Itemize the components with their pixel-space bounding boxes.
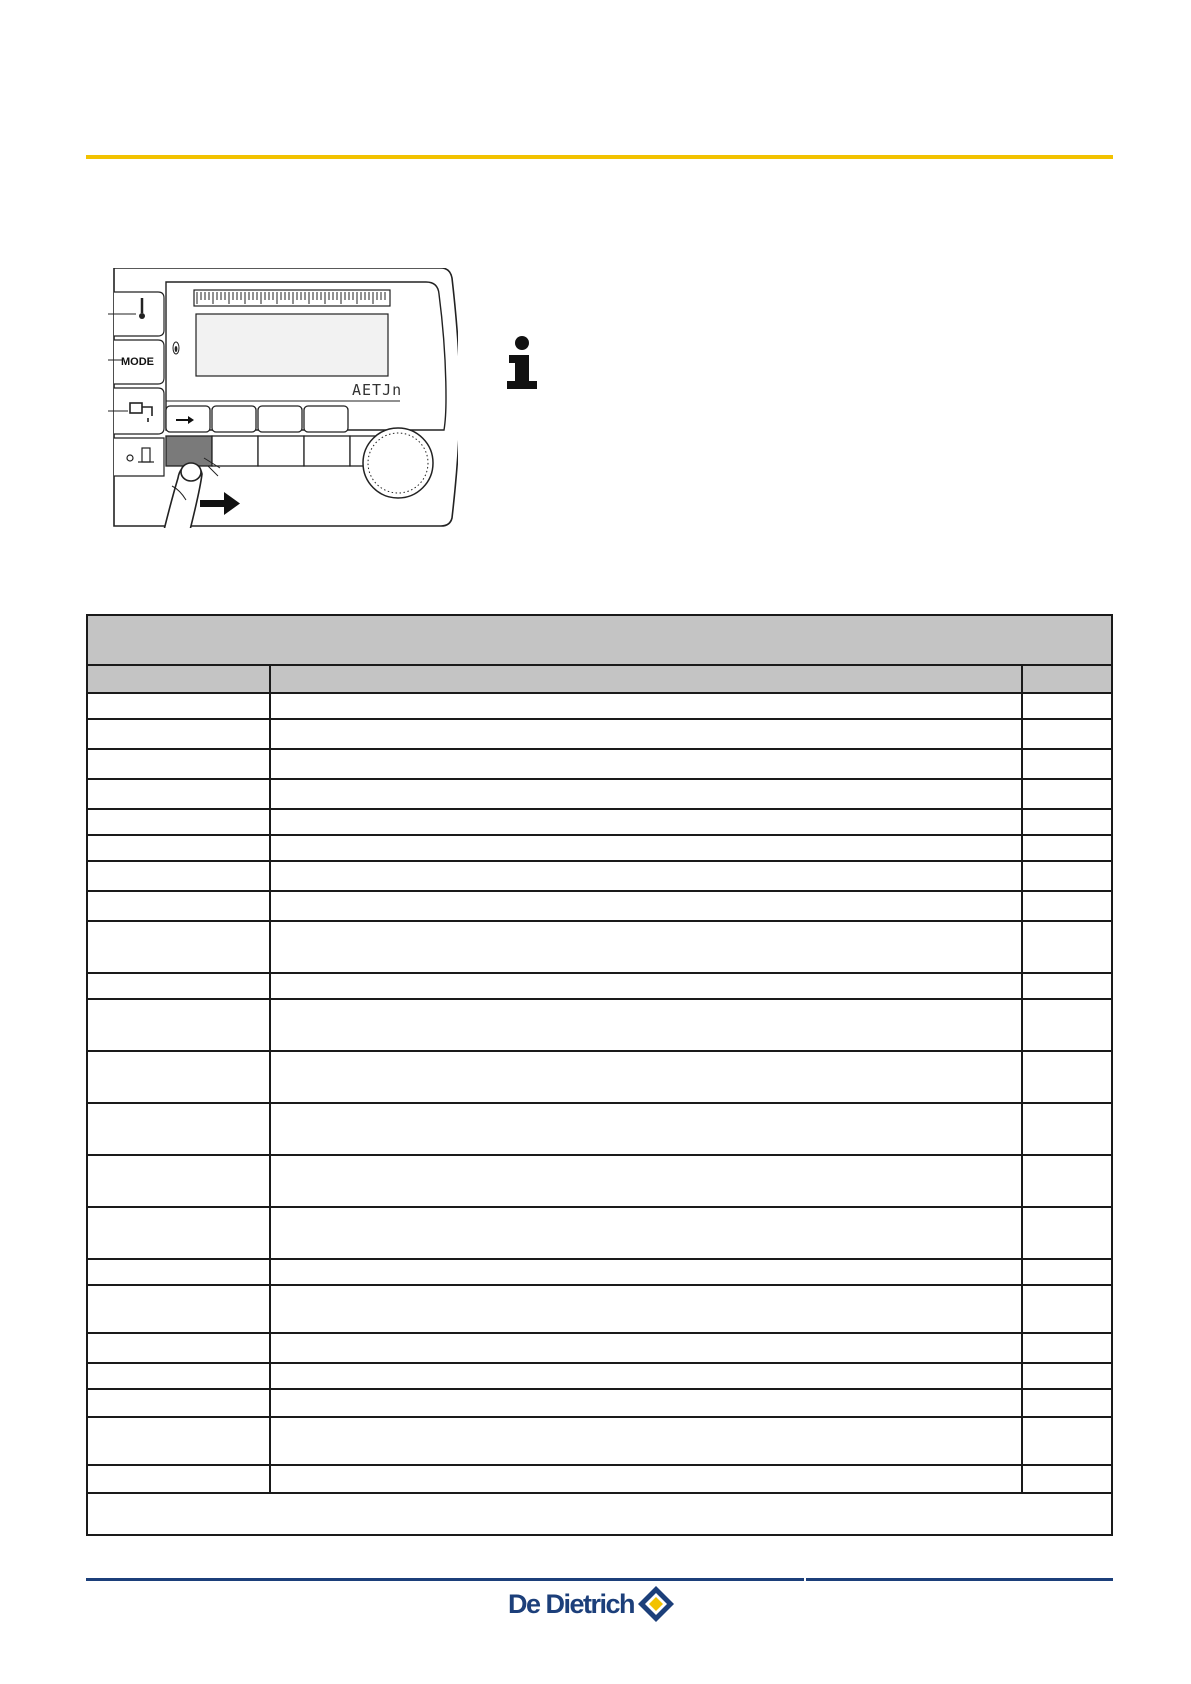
table-cell xyxy=(1023,974,1111,998)
table-cell xyxy=(1023,810,1111,834)
key-4[interactable] xyxy=(304,436,350,466)
table-cell xyxy=(88,974,271,998)
table-cell xyxy=(1023,1334,1111,1362)
table-cell xyxy=(271,1286,1023,1332)
table-body xyxy=(88,694,1111,1494)
table-cell xyxy=(1023,1208,1111,1258)
table-cell xyxy=(88,836,271,860)
table-cell xyxy=(1023,1466,1111,1492)
table-cell xyxy=(271,810,1023,834)
table-cell xyxy=(271,750,1023,778)
table-cell xyxy=(271,974,1023,998)
table-row xyxy=(88,1052,1111,1104)
table-row xyxy=(88,1364,1111,1390)
table-cell xyxy=(88,780,271,808)
table-cell xyxy=(88,720,271,748)
table-cell xyxy=(1023,720,1111,748)
pressed-key[interactable] xyxy=(166,436,212,466)
table-cell xyxy=(271,836,1023,860)
table-cell xyxy=(271,1156,1023,1206)
table-row xyxy=(88,1000,1111,1052)
table-row xyxy=(88,694,1111,720)
table-cell xyxy=(1023,1104,1111,1154)
table-cell xyxy=(271,1390,1023,1416)
table-cell xyxy=(88,1334,271,1362)
table-cell xyxy=(88,1104,271,1154)
table-cell xyxy=(271,1208,1023,1258)
table-row xyxy=(88,1390,1111,1418)
table-cell xyxy=(88,1364,271,1388)
table-row xyxy=(88,810,1111,836)
table-row xyxy=(88,862,1111,892)
table-cell xyxy=(88,694,271,718)
table-cell xyxy=(1023,862,1111,890)
table-cell xyxy=(271,892,1023,920)
parameter-table xyxy=(86,614,1113,1536)
table-row xyxy=(88,1466,1111,1494)
table-cell xyxy=(1023,1052,1111,1102)
table-cell xyxy=(1023,892,1111,920)
table-row xyxy=(88,780,1111,810)
control-panel-illustration xyxy=(108,268,458,528)
table-cell xyxy=(1023,780,1111,808)
table-cell xyxy=(271,720,1023,748)
table-row xyxy=(88,974,1111,1000)
table-cell xyxy=(271,1052,1023,1102)
table-cell xyxy=(271,1334,1023,1362)
table-cell xyxy=(1023,694,1111,718)
softkey-2[interactable] xyxy=(212,406,256,432)
table-cell xyxy=(1023,1000,1111,1050)
table-footnote xyxy=(88,1494,1111,1534)
table-row xyxy=(88,892,1111,922)
table-cell xyxy=(88,922,271,972)
table-cell xyxy=(271,862,1023,890)
table-cell xyxy=(1023,1364,1111,1388)
table-cell xyxy=(1023,922,1111,972)
table-title-bar xyxy=(88,616,1111,666)
table-cell xyxy=(271,694,1023,718)
table-row xyxy=(88,1104,1111,1156)
table-cell xyxy=(88,862,271,890)
brand-diamond-icon xyxy=(636,1584,676,1624)
table-cell xyxy=(1023,750,1111,778)
table-row xyxy=(88,1418,1111,1466)
table-cell xyxy=(271,1418,1023,1464)
lcd-parameter-code: AETJn xyxy=(352,381,403,399)
table-header-row xyxy=(88,666,1111,694)
table-row xyxy=(88,750,1111,780)
brand-name: De Dietrich xyxy=(508,1588,635,1619)
table-cell xyxy=(88,750,271,778)
table-cell xyxy=(88,1286,271,1332)
header-cell-value xyxy=(1023,666,1111,692)
softkey-3[interactable] xyxy=(258,406,302,432)
softkey-4[interactable] xyxy=(304,406,348,432)
table-row xyxy=(88,720,1111,750)
brand-logo xyxy=(508,1582,676,1626)
table-cell xyxy=(1023,836,1111,860)
table-row xyxy=(88,1156,1111,1208)
rotary-knob[interactable] xyxy=(363,428,433,498)
table-cell xyxy=(88,1390,271,1416)
table-row xyxy=(88,1260,1111,1286)
table-cell xyxy=(1023,1418,1111,1464)
table-cell xyxy=(1023,1260,1111,1284)
table-cell xyxy=(1023,1156,1111,1206)
table-cell xyxy=(271,1466,1023,1492)
table-cell xyxy=(1023,1286,1111,1332)
key-2[interactable] xyxy=(212,436,258,466)
table-cell xyxy=(88,1000,271,1050)
table-row xyxy=(88,922,1111,974)
table-cell xyxy=(88,1052,271,1102)
table-row xyxy=(88,836,1111,862)
table-row xyxy=(88,1334,1111,1364)
footer-rule-left xyxy=(86,1578,804,1581)
table-cell xyxy=(88,1156,271,1206)
left-button-column xyxy=(114,292,164,476)
lcd-screen xyxy=(196,314,388,376)
header-cell-description xyxy=(271,666,1023,692)
header-cell-parameter xyxy=(88,666,271,692)
table-cell xyxy=(1023,1390,1111,1416)
footer-rule-right xyxy=(806,1578,1113,1581)
table-cell xyxy=(271,1260,1023,1284)
table-cell xyxy=(271,1364,1023,1388)
table-cell xyxy=(271,922,1023,972)
table-cell xyxy=(88,892,271,920)
table-row xyxy=(88,1208,1111,1260)
mode-button-label: MODE xyxy=(121,356,154,368)
table-cell xyxy=(88,1418,271,1464)
table-row xyxy=(88,1286,1111,1334)
top-yellow-rule xyxy=(86,155,1113,159)
table-cell xyxy=(88,1208,271,1258)
table-cell xyxy=(271,780,1023,808)
key-3[interactable] xyxy=(258,436,304,466)
table-cell xyxy=(271,1000,1023,1050)
table-cell xyxy=(88,1466,271,1492)
table-cell xyxy=(271,1104,1023,1154)
table-cell xyxy=(88,810,271,834)
table-cell xyxy=(88,1260,271,1284)
info-icon xyxy=(505,335,539,391)
